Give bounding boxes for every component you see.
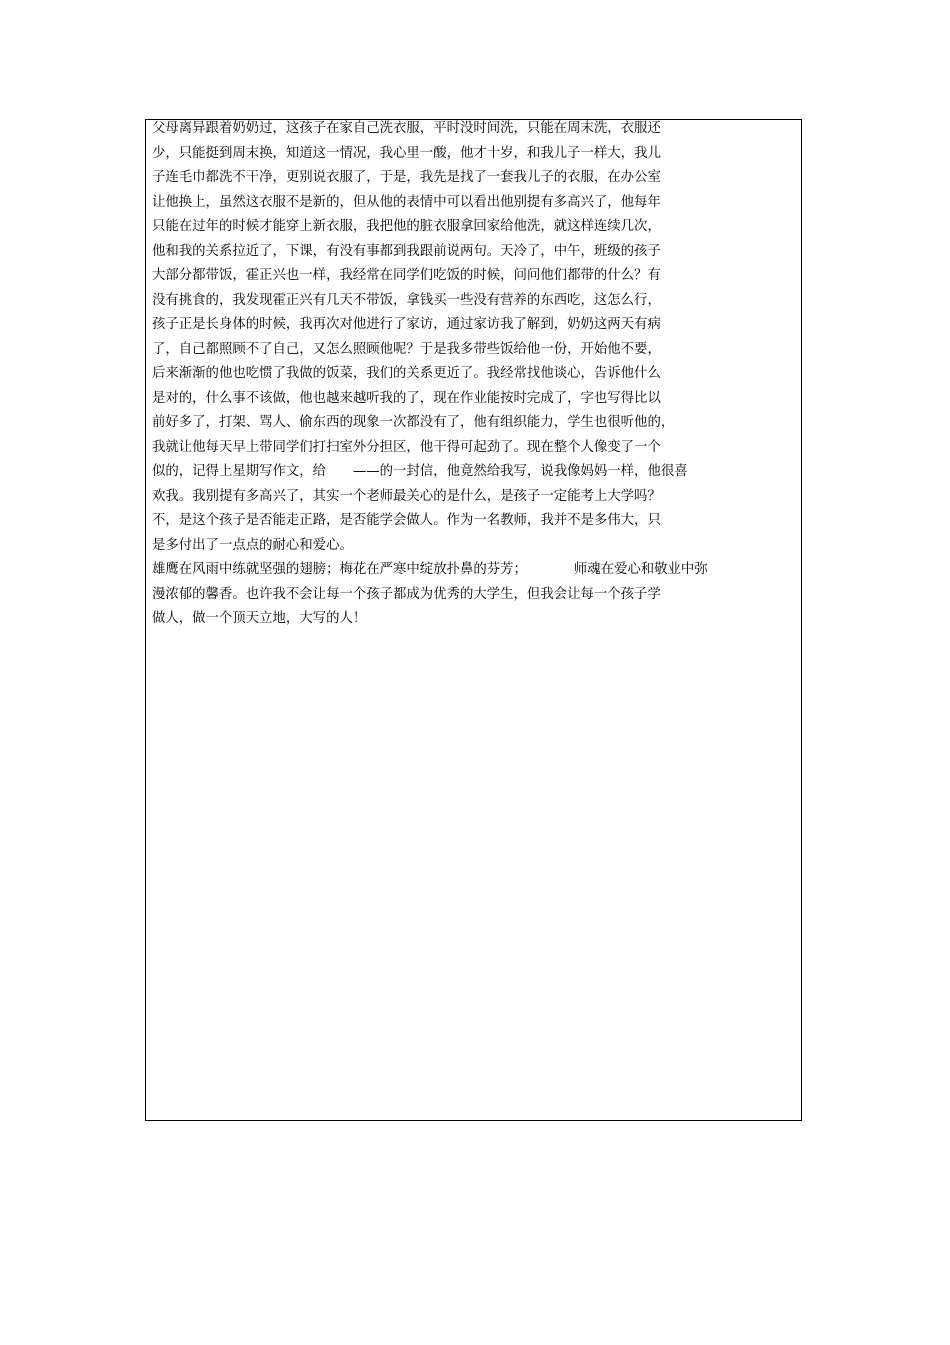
text-line: 是多付出了一点点的耐心和爱心。 [152, 537, 353, 553]
text-line: 少，只能挺到周末换，知道这一情况，我心里一酸，他才十岁，和我儿子一样大，我儿 [152, 145, 661, 161]
text-line: 似的，记得上星期写作文，给 ——的一封信，他竟然给我写，说我像妈妈一样，他很喜 [152, 464, 688, 479]
text-line: 了，自己都照顾不了自己，又怎么照顾他呢？于是我多带些饭给他一份，开始他不要， [152, 341, 661, 357]
text-line: 欢我。我别提有多高兴了，其实一个老师最关心的是什么，是孩子一定能考上大学吗？ [152, 488, 661, 504]
text-line: 没有挑食的，我发现霍正兴有几天不带饭，拿钱买一些没有营养的东西吃，这怎么行， [152, 292, 661, 308]
text-line: 前好多了，打架、骂人、偷东西的现象一次都没有了，他有组织能力，学生也很听他的， [152, 415, 675, 430]
text-line: 漫浓郁的馨香。也许我不会让每一个孩子都成为优秀的大学生，但我会让每一个孩子学 [152, 586, 661, 602]
text-line: 雄鹰在风雨中练就坚强的翅膀；梅花在严寒中绽放扑鼻的芬芳； 师魂在爱心和敬业中弥 [152, 562, 708, 577]
text-line: 只能在过年的时候才能穿上新衣服，我把他的脏衣服拿回家给他洗，就这样连续几次， [152, 219, 661, 234]
text-line: 大部分都带饭，霍正兴也一样，我经常在同学们吃饭的时候，问问他们都带的什么？有 [152, 268, 661, 283]
text-line: 让他换上，虽然这衣服不是新的，但从他的表情中可以看出他别提有多高兴了，他每年 [152, 194, 661, 210]
text-line: 他和我的关系拉近了，下课，有没有事都到我跟前说两句。天冷了，中午，班级的孩子 [152, 243, 661, 259]
text-line: 不，是这个孩子是否能走正路，是否能学会做人。作为一名教师，我并不是多伟大，只 [152, 513, 661, 528]
text-line: 子连毛巾都洗不干净，更别说衣服了，于是，我先是找了一套我儿子的衣服，在办公室 [152, 170, 661, 185]
text-line: 做人，做一个顶天立地，大写的人！ [152, 611, 367, 626]
document-body [152, 117, 792, 632]
text-line: 是对的，什么事不该做，他也越来越听我的了，现在作业能按时完成了，字也写得比以 [152, 390, 661, 406]
text-line: 后来渐渐的他也吃惯了我做的饭菜，我们的关系更近了。我经常找他谈心，告诉他什么 [152, 366, 661, 381]
text-line: 父母离异跟着奶奶过，这孩子在家自己洗衣服，平时没时间洗，只能在周末洗，衣服还 [152, 121, 661, 136]
text-line: 我就让他每天早上带同学们打扫室外分担区，他干得可起劲了。现在整个人像变了一个 [152, 439, 661, 455]
text-line: 孩子正是长身体的时候，我再次对他进行了家访，通过家访我了解到，奶奶这两天有病 [152, 317, 661, 332]
